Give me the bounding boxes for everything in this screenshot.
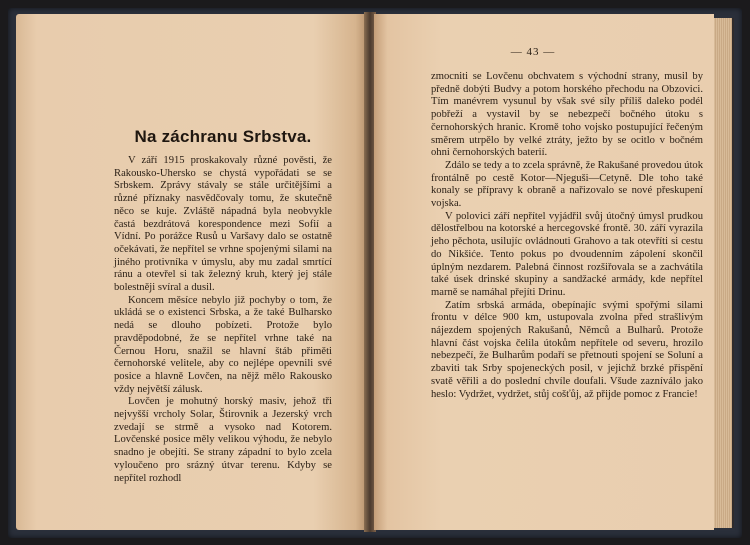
paragraph: V polovici září nepřítel vyjádřil svůj útočný úmysl prudkou dělostřelbou na kotorské a hercegovské frontě. 30. září vyrazila jeho pěchota, usilujíc ovládnouti Grahovo a tak otevříti si cestu do Nikšiće. Tento pokus po dvoudenním zápolení skončil úplným nezdarem. Palebná činnost rozšiřovala se a zachvátila také úsek drinské skupiny a sandžacké armády, kde nepřítel marně se namáhal přejíti Drinu. [431,210,703,298]
paragraph: Zatím srbská armáda, obepínajíc svými spořými silami frontu v délce 900 km, ustupovala zvolna před strašlivým nájezdem spojených Rakušanů, Němců a Bulharů. Protože hlavní část vojska čelila útokům nepřítele od severu, hrozilo nebezpečí, že Bulharům podaří se přetnouti spojení se Soluní a zbaviti tak Srby spojeneckých posil, v jejichž brzké přispění svatě věřili a do poslední chvíle doufali. Všude zazníválo jako heslo: Vydržet, vydržet, stůj cošťůj, až přijde pomoc z Francie! [431,299,703,400]
paragraph: Lovčen je mohutný horský masiv, jehož tři nejvyšší vrcholy Solar, Štirovnik a Jezerský vrch zvedají se strmě a vysoko nad Kotorem. Lovčenské posice měly velikou výhodu, že nebylo snadno je obejíti. Se strany západní to bylo zcela vyloučeno pro srázný útvar terenu. Kdyby se nepřítel rozhodl [114,396,332,484]
page-number: — 43 — [510,46,556,58]
chapter-heading: Na záchranu Srbstva. [134,127,312,146]
page-edges [714,18,734,528]
right-page [374,14,714,530]
paragraph: Koncem měsíce nebylo již pochyby o tom, že ukládá se o existenci Srbska, a že také Bulharsko nedá se dlouho pobízeti. Protože bylo pravděpodobné, že se nepřítel vrhne také na Černou Horu, snažil se hlavní štáb přiměti černohorské velitele, aby co nejlépe opevnili své posice a hlavně Lovčen, na nějž mělo Rakousko vždy největší zálusk. [114,294,332,395]
right-text-column [431,71,703,401]
paragraph: V září 1915 proskakovaly různé pověsti, že Rakousko-Uhersko se chystá vypořádati se se Srbskem. Zprávy stávaly se stále určitějšími a různé příznaky nasvědčovaly tomu, že skutečně něco se kuje. Zvláště nápadná byla neobvykle častá bezdrátová korespondence mezi Sofií a Vídní. Po porážce Rusů u Varšavy dalo se ostatně očekávati, že nepřítel se vrhne spojenými silami na jiného protivníka v úmyslu, aby mu zadal smrtící ránu a otevřel si tak železný kruh, který jej stále bolestněji svíral a dusil. [114,155,332,294]
left-page [16,14,366,530]
left-text-column [114,155,332,485]
paragraph-continuation: zmocniti se Lovčenu obchvatem s východní strany, musil by předně dobýti Budvy a potom horského přechodu na Obzovici. Tím manévrem vysunul by však své síly příliš daleko podél pobřeží a vystavil by se nebezpečí bočného útoku s černohorských hranic. Kromě toho vojsko postupující řečeným směrem utrpělo by velké ztráty, ježto by se ocitlo v bočném ohni černohorských baterií. [431,71,703,159]
paragraph: Zdálo se tedy a to zcela správně, že Rakušané provedou útok frontálně po cestě Kotor—Njeguši—Cetyně. Dle toho také konaly se přípravy k obraně a nařizovalo se nové přeskupení vojska. [431,159,703,210]
